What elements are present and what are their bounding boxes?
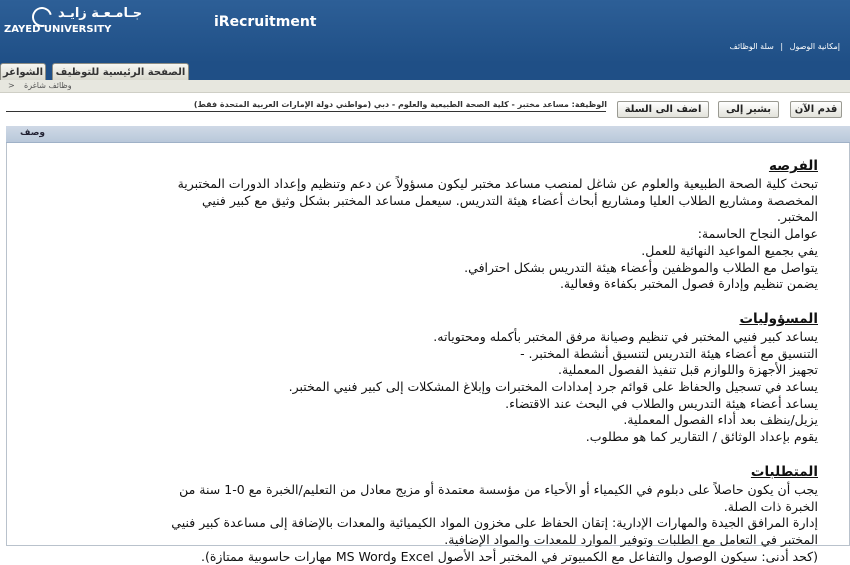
description-line: (كحد أدنى: سيكون الوصول والتفاعل مع الكمبيوتر في المختبر أحد الأصول Excel وMS Word مهارات حاسوبية ممتازة).	[200, 548, 818, 564]
description-line: يجب أن يكون حاصلاً على دبلوم في الكيمياء أو الأحياء من مؤسسة معتمدة أو مزيج معادل من التعليم/الخبرة مع 0-1 سنة من	[179, 481, 818, 497]
top-navigation	[726, 42, 840, 51]
job-cart-link[interactable]: سلة الوظائف	[729, 42, 774, 51]
description-line: يساعد أعضاء هيئة التدريس والطلاب في البحث عند الاقتضاء.	[505, 395, 818, 411]
description-line: المخصصة ومشاريع الطلاب العليا ومشاريع أبحاث أعضاء هيئة التدريس. سيعمل مساعد المختبر بشكل وثيق مع كبير فنيي	[201, 192, 818, 208]
apply-now-button[interactable]: قدم الآن	[790, 101, 842, 118]
tab-vacancies[interactable]: الشواغر	[0, 63, 46, 80]
logo-arabic-text: جـامـعـة زايـد	[58, 6, 143, 21]
job-description	[128, 156, 818, 565]
tab-recruitment-home[interactable]: الصفحة الرئيسية للتوظيف	[52, 63, 189, 80]
description-line: يفي بجميع المواعيد النهائية للعمل.	[641, 242, 818, 258]
breadcrumb-separator: >	[8, 81, 15, 90]
description-line: المختبر في التعامل مع الطلبات وتوفير الموارد للمعدات والمواد الإضافية.	[444, 531, 818, 547]
description-line: يضمن تنظيم وإدارة فصول المختبر بكفاءة وفعالية.	[559, 276, 818, 292]
app-title: iRecruitment	[214, 14, 317, 30]
header-bar	[0, 0, 850, 63]
section-title-responsibilities: المسؤوليات	[739, 310, 818, 327]
job-title: الوظيفة: مساعد مختبر - كلية الصحة الطبيعية والعلوم - دبي (مواطني دولة الإمارات العربية المتحدة فقط)	[193, 100, 607, 109]
description-line: الخبرة ذات الصلة.	[723, 498, 818, 514]
description-line: عوامل النجاح الحاسمة:	[697, 226, 818, 242]
description-line: التنسيق مع أعضاء هيئة التدريس لتنسيق أنشطة المختبر. -	[520, 345, 818, 361]
zayed-university-logo[interactable]	[0, 0, 162, 44]
section-gap	[128, 446, 818, 462]
add-to-cart-button[interactable]: اضف الى السلة	[617, 101, 709, 118]
section-title-requirements: المتطلبات	[750, 463, 818, 480]
breadcrumb	[0, 80, 850, 93]
description-line: تبحث كلية الصحة الطبيعية والعلوم عن شاغل لمنصب مساعد مختبر ليكون مسؤولاً عن دعم وتنظيم وإعداد الدورات المختبرية	[177, 176, 818, 191]
title-divider	[6, 111, 606, 112]
description-line: يساعد كبير فنيي المختبر في تنظيم وصيانة مرفق المختبر بأكمله ومحتوياته.	[433, 328, 818, 344]
description-line: تجهيز الأجهزة واللوازم قبل تنفيذ الفصول المعملية.	[558, 362, 818, 378]
description-line: إدارة المرافق الجيدة والمهارات الإدارية: إتقان الحفاظ على مخزون المواد الكيميائية والمعدات بالإضافة إلى مساعدة كبير فنيي	[171, 515, 818, 531]
description-line: يزيل/ينظف بعد أداء الفصول المعملية.	[623, 412, 818, 428]
nav-separator: |	[780, 42, 784, 51]
description-line: يساعد في تسجيل والحفاظ على قوائم جرد إمدادات المختبرات وإبلاغ المشكلات إلى كبير فنيي المختبر.	[288, 379, 818, 395]
description-line: يقوم بإعداد الوثائق / التقارير كما هو مطلوب.	[585, 429, 818, 445]
section-title-opportunity: الفرصه	[768, 158, 818, 174]
description-heading: وصف	[20, 128, 46, 138]
logo-english-text: ZAYED UNIVERSITY	[4, 24, 112, 35]
breadcrumb-vacancies-link[interactable]: وظائف شاغرة	[24, 81, 72, 90]
description-line: المختبر.	[777, 209, 818, 225]
share-button[interactable]: بشير إلى	[718, 101, 779, 118]
section-gap	[128, 293, 818, 309]
description-line: يتواصل مع الطلاب والموظفين وأعضاء هيئة التدريس بشكل احترافي.	[464, 259, 818, 275]
accessibility-link[interactable]: إمكانية الوصول	[789, 42, 840, 51]
description-panel-header	[6, 126, 850, 143]
